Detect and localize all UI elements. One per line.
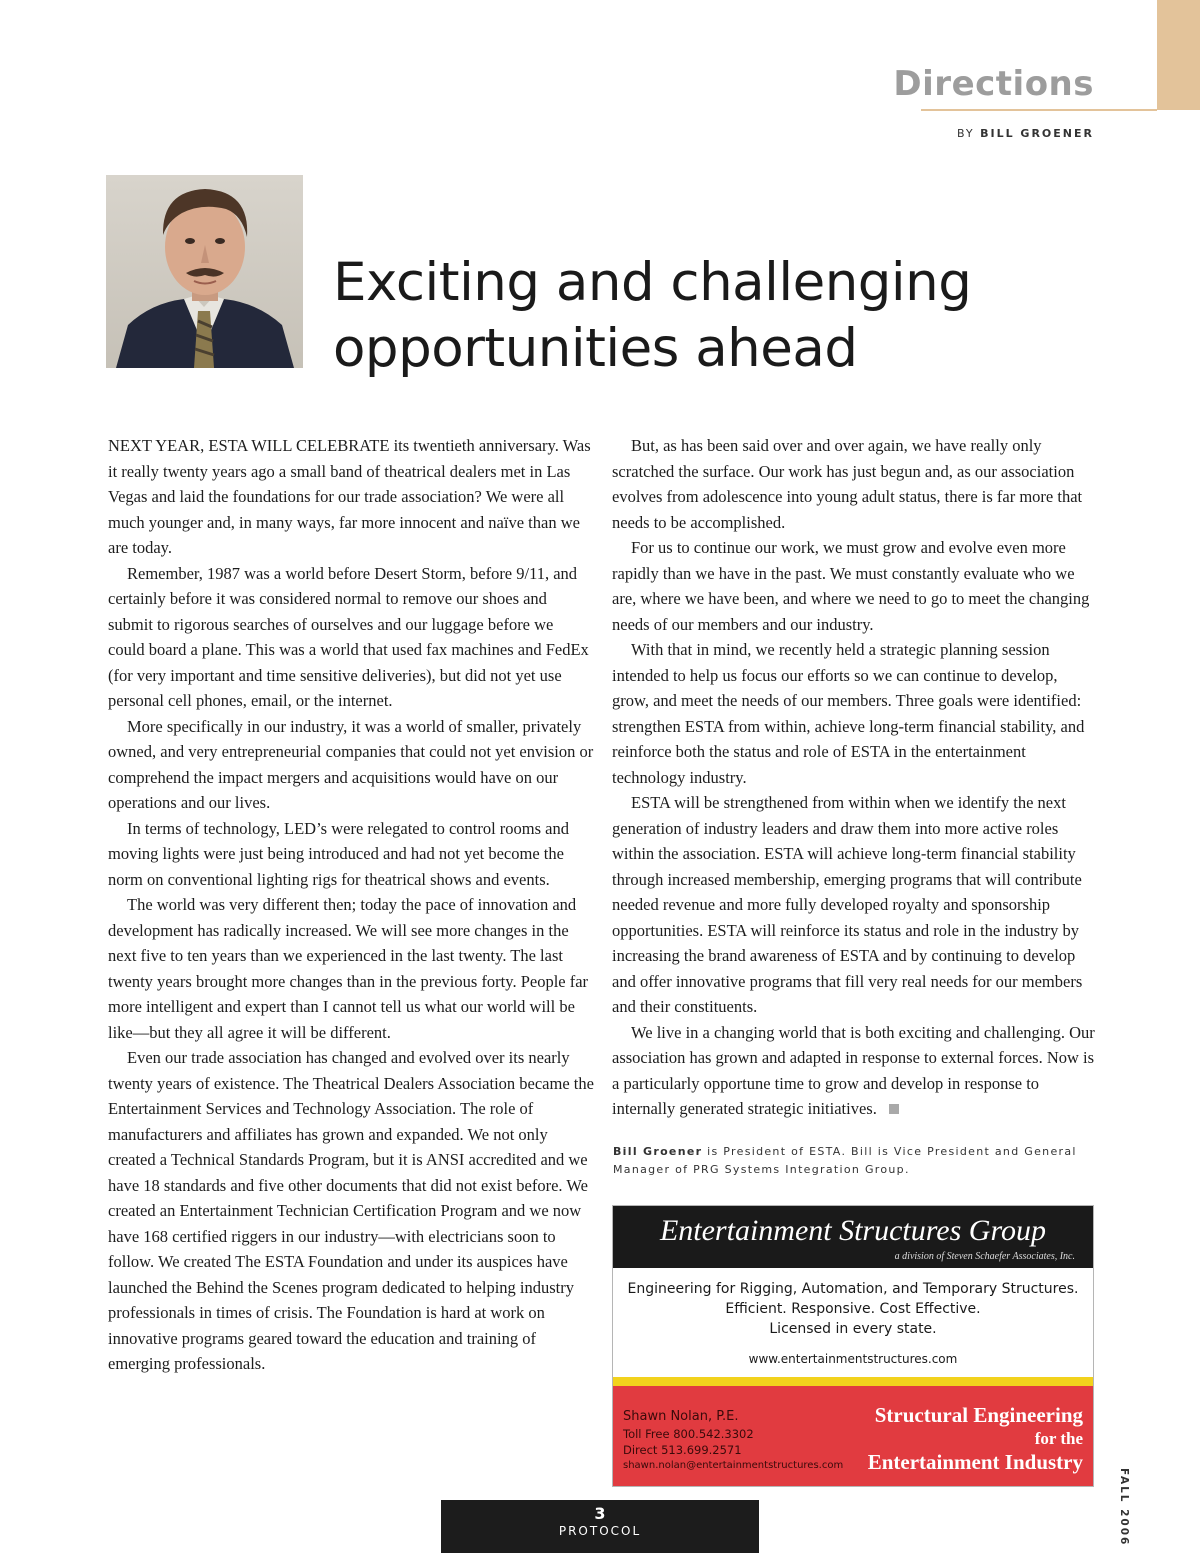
byline	[957, 127, 1094, 140]
ad-header	[613, 1206, 1093, 1268]
ad-line: Engineering for Rigging, Automation, and Temporary Structures.	[627, 1281, 1079, 1297]
ad-contact	[623, 1408, 843, 1473]
page-folio	[441, 1500, 759, 1553]
article-column-1	[108, 433, 594, 1377]
paragraph: But, as has been said over and over again, we have really only scratched the surface. Our work has just begun and, as our association evolves from adolescence into young adult status, there is far more that needs to be accomplished.	[612, 436, 1083, 532]
section-color-tab	[1157, 0, 1200, 110]
ad-tagline-3: Entertainment Industry	[867, 1450, 1083, 1474]
paragraph: Remember, 1987 was a world before Desert Storm, before 9/11, and certainly before it was considered normal to remove our shoes and submit to rigorous searches of ourselves and our luggage before we could board a plane. This was a world that used fax machines and FedEx (for very important and time sensitive deliveries), but did not yet use personal cell phones, email, or the internet.	[108, 563, 589, 710]
ad-yellow-stripe	[613, 1377, 1093, 1386]
paragraph: For us to continue our work, we must grow and evolve even more rapidly than we have in the past. We must constantly evaluate who we are, where we have been, and where we need to go to meet the changing needs of our members and our industry.	[612, 538, 1090, 634]
byline-name: BILL GROENER	[980, 127, 1094, 140]
ad-tagline	[868, 1402, 1083, 1476]
ad-tagline-1: Structural Engineering	[874, 1403, 1083, 1427]
author-portrait	[106, 175, 303, 368]
article-title-line1: Exciting and challenging	[333, 252, 972, 313]
paragraph: Even our trade association has changed and evolved over its nearly twenty years of existence. The Theatrical Dealers Association became the Entertainment Services and Technology Association. The role of manufacturers and affiliates has grown and expanded. We not only created a Technical Standards Program, but it is ANSI accredited and we have 18 standards and five other documents that did not exist before. We created an Entertainment Technician Certification Program and we now have 168 certified riggers in our industry—with electricians soon to follow. We created The ESTA Foundation and under its auspices have launched the Behind the Scenes program dedicated to helping industry professionals in times of crisis. The Foundation is hard at work on innovative programs geared toward the education and training of emerging professionals.	[108, 1048, 594, 1373]
bio-name: Bill Groener	[613, 1145, 703, 1158]
paragraph: ESTA will be strengthened from within when we identify the next generation of industry leaders and draw them into more active roles within the association. ESTA will achieve long-term financial stability through increased membership, emerging programs that will contribute needed revenue and more fully developed royalty and sponsorship opportunities. ESTA will reinforce its status and role in the industry by increasing the brand awareness of ESTA and by continuing to develop and offer innovative programs that fill very real needs for our members and their constituents.	[612, 793, 1083, 1016]
advertisement[interactable]	[612, 1205, 1094, 1487]
article-title-line2: opportunities ahead	[333, 318, 858, 379]
ad-company-name: Entertainment Structures Group	[659, 1214, 1047, 1247]
paragraph: NEXT YEAR, ESTA WILL CELEBRATE its twentieth anniversary. Was it really twenty years ago a small band of theatrical dealers met in Las Vegas and laid the foundations for our trade association? We were all much younger and, in many ways, far more innocent and naïve than we are today.	[108, 436, 591, 557]
author-bio	[613, 1143, 1083, 1179]
ad-direct-phone: Direct 513.699.2571	[623, 1443, 742, 1457]
portrait-image	[106, 175, 303, 368]
ad-email-link[interactable]: shawn.nolan@entertainmentstructures.com	[623, 1460, 844, 1471]
issue-label: FALL 2006	[1117, 1468, 1130, 1547]
ad-division: a division of Steven Schaefer Associates, Inc.	[894, 1251, 1075, 1262]
ad-tagline-2: for the	[1034, 1429, 1083, 1448]
paragraph: The world was very different then; today the pace of innovation and development has radically increased. We will see more changes in the next five to ten years than we experienced in the last twenty. The last twenty years brought more changes than in the previous forty. People far more intelligent and expert than I cannot tell us what our world will be like—but they all agree it will be different.	[108, 895, 589, 1042]
section-title: Directions	[893, 64, 1094, 104]
paragraph: In terms of technology, LED’s were relegated to control rooms and moving lights were just being introduced and had not yet become the norm on conventional lighting rigs for theatrical shows and events.	[108, 818, 570, 889]
article-title	[333, 250, 973, 382]
ad-line: Licensed in every state.	[769, 1321, 937, 1337]
publication-name: PROTOCOL	[558, 1524, 642, 1538]
paragraph: With that in mind, we recently held a strategic planning session intended to help us focus our efforts so we can continue to develop, grow, and meet the needs of our members. Three goals were identified: strengthen ESTA from within, achieve long-term financial stability, and reinforce both the status and role of ESTA in the entertainment technology industry.	[612, 640, 1085, 787]
page-number: 3	[594, 1504, 606, 1523]
ad-line: Efficient. Responsive. Cost Effective.	[725, 1301, 981, 1317]
paragraph-last: We live in a changing world that is both exciting and challenging. Our association has grown and adapted in response to external forces. Now is a particularly opportune time to grow and develop in response to internally generated strategic initiatives.	[612, 1022, 1095, 1118]
paragraph: More specifically in our industry, it was a world of smaller, privately owned, and very entrepreneurial companies that could not yet envision or comprehend the impact mergers and acquisitions would have on our operations and our lives.	[108, 716, 594, 812]
ad-toll-free: Toll Free 800.542.3302	[623, 1427, 754, 1441]
ad-website-link[interactable]: www.entertainmentstructures.com	[748, 1352, 958, 1366]
bio-text: is President of ESTA. Bill is Vice President and General Manager of PRG Systems Integration Group.	[613, 1145, 1077, 1176]
article-column-2	[612, 433, 1098, 1122]
ad-contact-name: Shawn Nolan, P.E.	[623, 1409, 739, 1424]
section-rule	[921, 109, 1157, 111]
ad-description	[613, 1279, 1093, 1339]
square-end-mark-icon	[889, 1104, 899, 1114]
ad-contact-panel	[613, 1386, 1093, 1486]
lead-in-caps: NEXT YEAR, ESTA WILL CELEBRATE	[108, 436, 390, 455]
byline-prefix: BY	[956, 127, 975, 140]
